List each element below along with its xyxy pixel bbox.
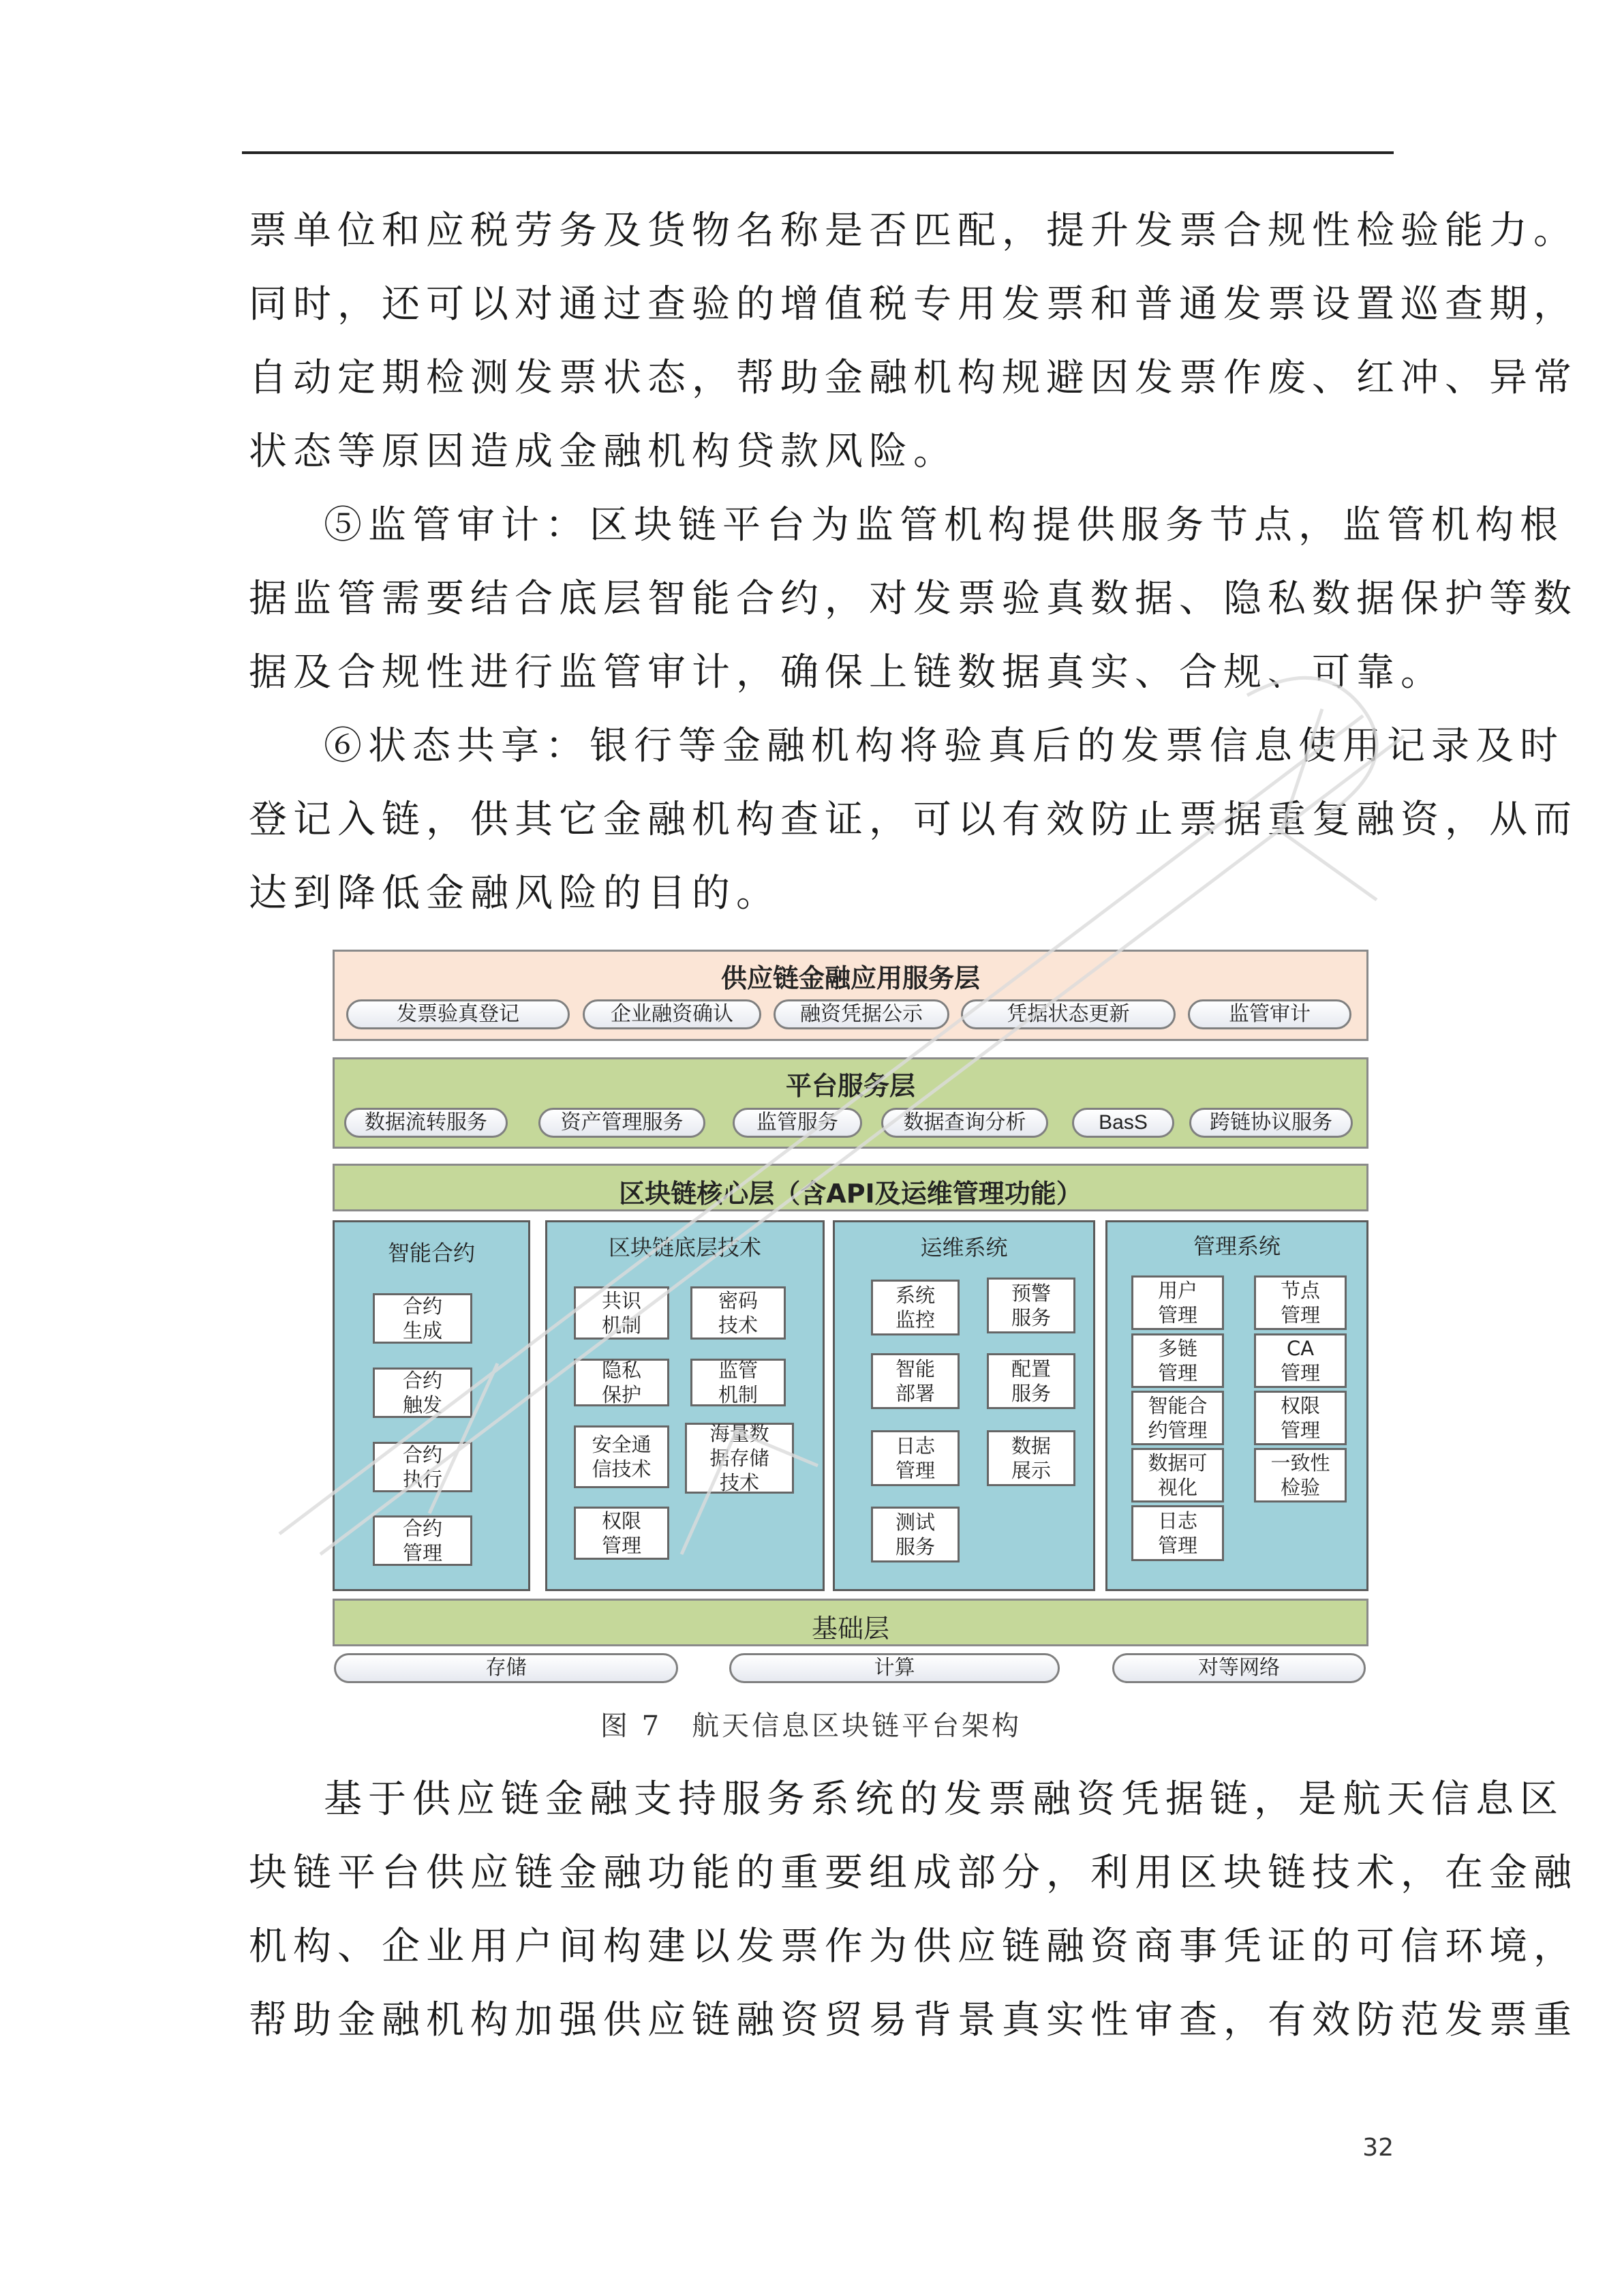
panel-title: 区块链底层技术: [608, 1235, 761, 1260]
contract-box: 合约触发: [373, 1368, 472, 1418]
base-layer-title: 基础层: [811, 1614, 889, 1644]
panel-title: 运维系统: [920, 1235, 1008, 1260]
platform-item: 数据流转服务: [344, 1108, 508, 1138]
tech-box: 监管机制: [690, 1359, 786, 1406]
ops-box: 智能部署: [871, 1353, 960, 1409]
text-line: ⑥状态共享：银行等金融机构将验真后的发票信息使用记录及时: [324, 724, 1564, 768]
contract-box: 合约执行: [373, 1442, 472, 1492]
ops-box: 测试服务: [871, 1507, 960, 1562]
tech-box: 权限管理: [574, 1507, 669, 1560]
text-line: 票单位和应税劳务及货物名称是否匹配，提升发票合规性检验能力。: [249, 209, 1578, 253]
base-item: 对等网络: [1112, 1653, 1366, 1683]
mgmt-box: 用户管理: [1131, 1275, 1224, 1330]
mgmt-box: 节点管理: [1254, 1275, 1347, 1330]
text-line: 据监管需要结合底层智能合约，对发票验真数据、隐私数据保护等数: [249, 577, 1578, 621]
contract-box: 合约生成: [373, 1293, 472, 1344]
tech-box: 共识机制: [574, 1286, 669, 1340]
app-item: 融资凭据公示: [774, 999, 949, 1029]
ops-box: 系统监控: [871, 1280, 960, 1335]
mgmt-box: 日志管理: [1131, 1505, 1224, 1561]
text-line: 自动定期检测发票状态，帮助金融机构规避因发票作废、红冲、异常: [249, 356, 1578, 400]
text-line: 基于供应链金融支持服务系统的发票融资凭据链，是航天信息区: [324, 1777, 1564, 1822]
text-line: ⑤监管审计：区块链平台为监管机构提供服务节点，监管机构根: [324, 503, 1564, 547]
panel-title: 管理系统: [1193, 1233, 1281, 1259]
core-layer-title: 区块链核心层（含API及运维管理功能）: [619, 1179, 1082, 1209]
mgmt-box: 智能合约管理: [1131, 1391, 1224, 1445]
paragraph-4: [249, 1763, 1578, 2057]
text-line: 帮助金融机构加强供应链融资贸易背景真实性审查，有效防范发票重: [249, 1998, 1578, 2042]
platform-item: 监管服务: [733, 1108, 862, 1138]
platform-item: 数据查询分析: [881, 1108, 1048, 1138]
app-item: 发票验真登记: [346, 999, 570, 1029]
text-line: 块链平台供应链金融功能的重要组成部分，利用区块链技术，在金融: [249, 1851, 1578, 1895]
app-item: 监管审计: [1188, 999, 1351, 1029]
ops-box: 预警服务: [987, 1278, 1075, 1333]
ops-box: 日志管理: [871, 1430, 960, 1486]
core-layer-band: [333, 1164, 1368, 1211]
text-line: 登记入链，供其它金融机构查证，可以有效防止票据重复融资，从而: [249, 798, 1578, 842]
page-number: 32: [1362, 2134, 1394, 2162]
text-line: 状态等原因造成金融机构贷款风险。: [249, 429, 958, 474]
platform-layer-title: 平台服务层: [785, 1071, 915, 1101]
app-item: 凭据状态更新: [961, 999, 1176, 1029]
base-item: 计算: [729, 1653, 1060, 1683]
mgmt-box: 数据可视化: [1131, 1448, 1224, 1502]
text-line: 同时，还可以对通过查验的增值税专用发票和普通发票设置巡查期，: [249, 282, 1578, 327]
platform-item: BasS: [1072, 1108, 1174, 1138]
tech-box: 隐私保护: [574, 1359, 669, 1406]
platform-item: 资产管理服务: [538, 1108, 705, 1138]
mgmt-box: 一致性检验: [1254, 1448, 1347, 1502]
panel-title: 智能合约: [387, 1240, 475, 1266]
mgmt-box: 多链管理: [1131, 1333, 1224, 1388]
mgmt-box: CA管理: [1254, 1333, 1347, 1388]
text-line: 机构、企业用户间构建以发票作为供应链融资商事凭证的可信环境，: [249, 1924, 1578, 1969]
contract-box: 合约管理: [373, 1515, 472, 1566]
tech-box: 密码技术: [690, 1286, 786, 1340]
base-item: 存储: [334, 1653, 678, 1683]
ops-box: 数据展示: [987, 1430, 1075, 1486]
text-line: 据及合规性进行监管审计，确保上链数据真实、合规、可靠。: [249, 650, 1445, 695]
figure-caption: 图 7 航天信息区块链平台架构: [600, 1710, 1022, 1742]
app-item: 企业融资确认: [583, 999, 761, 1029]
ops-box: 配置服务: [987, 1353, 1075, 1409]
platform-item: 跨链协议服务: [1189, 1108, 1353, 1138]
app-layer-title: 供应链金融应用服务层: [720, 963, 980, 993]
tech-box: 安全通信技术: [574, 1425, 669, 1488]
text-line: 达到降低金融风险的目的。: [249, 871, 780, 916]
tech-box: 海量数据存储技术: [685, 1423, 794, 1494]
base-layer: [333, 1599, 1368, 1646]
mgmt-box: 权限管理: [1254, 1391, 1347, 1445]
